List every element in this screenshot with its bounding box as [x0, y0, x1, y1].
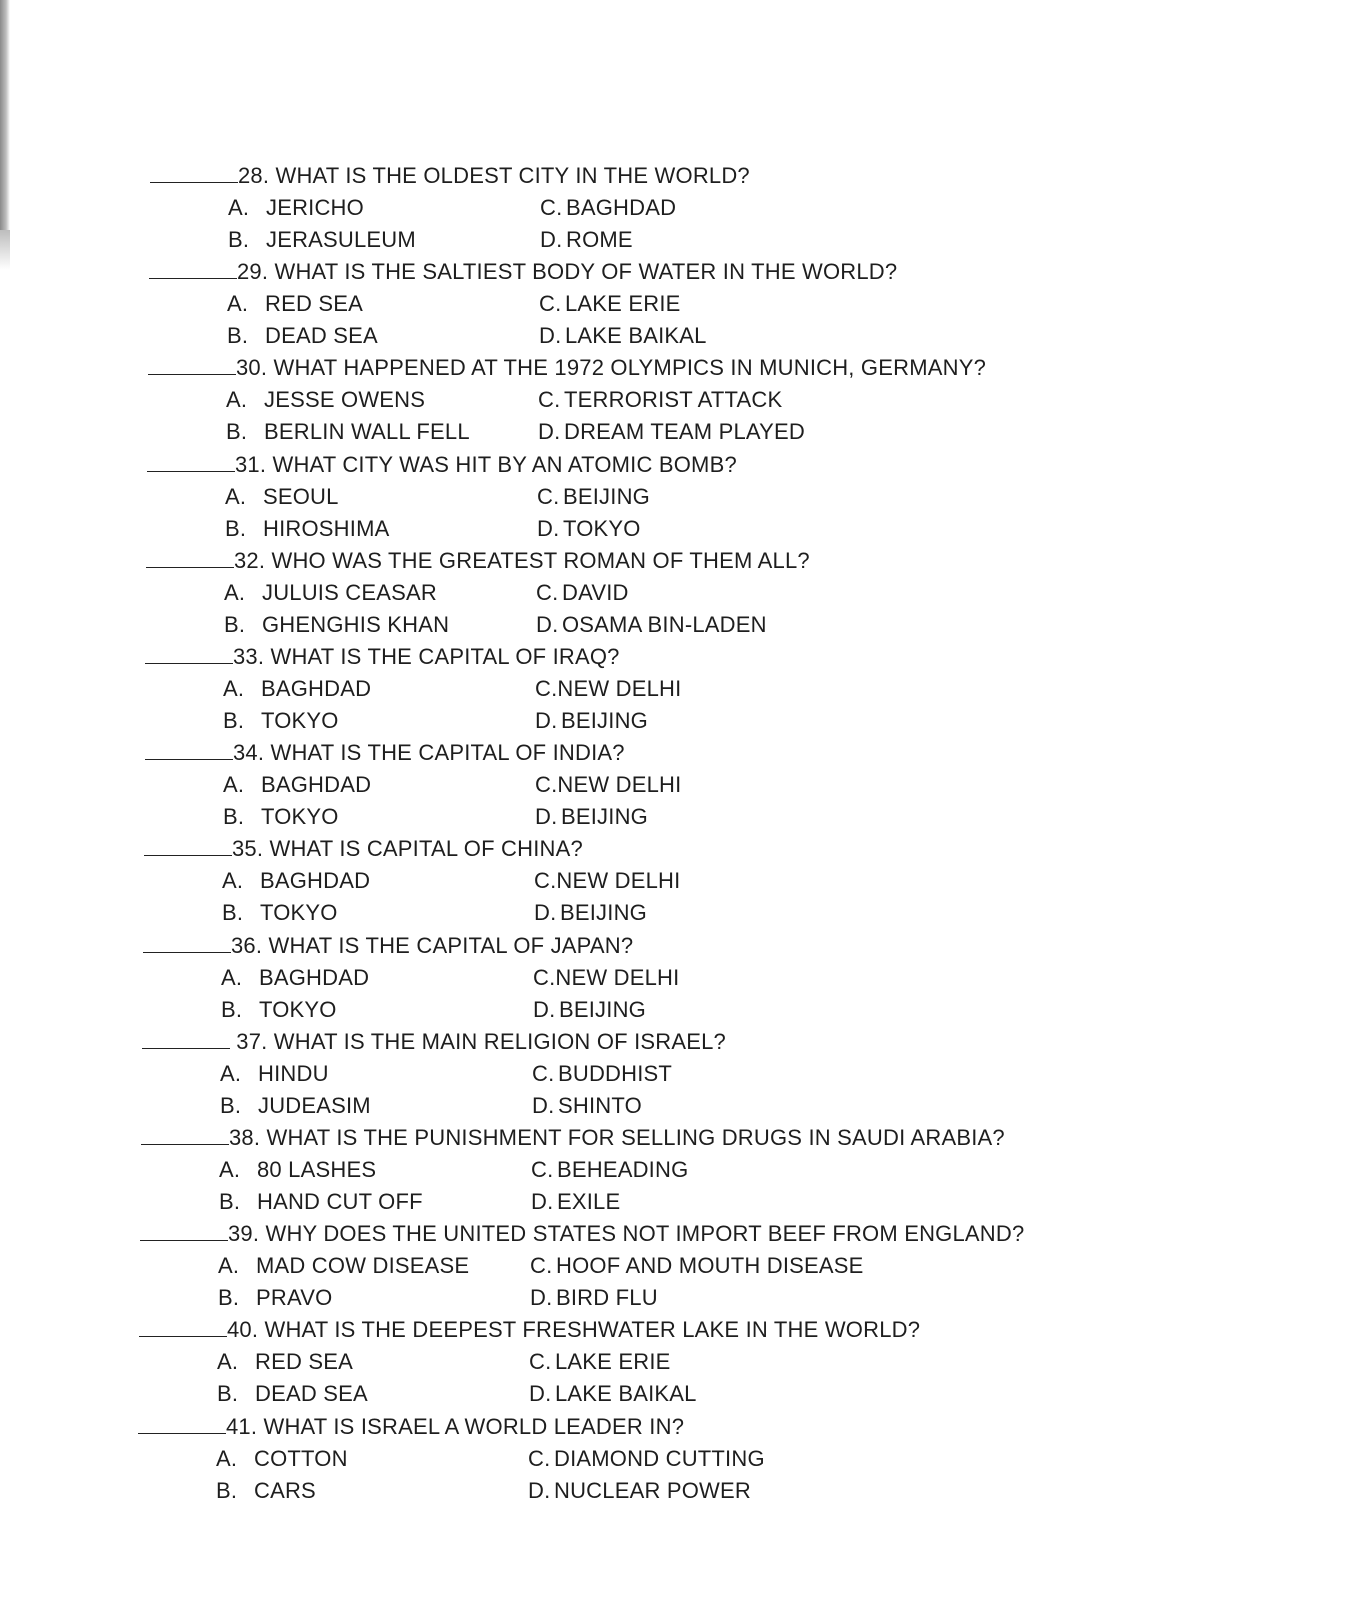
- answer-option: [224, 577, 437, 609]
- answer-option: [532, 1058, 672, 1090]
- answer-option: [226, 384, 425, 416]
- answer-option: [530, 1282, 658, 1314]
- answer-blank[interactable]: [145, 643, 233, 664]
- option-text: BAGHDAD: [260, 868, 371, 894]
- question-text: 30. WHAT HAPPENED AT THE 1972 OLYMPICS IN MUNICH, GERMANY?: [236, 355, 987, 381]
- option-text: BAGHDAD: [261, 772, 372, 798]
- question-text: 34. WHAT IS THE CAPITAL OF INDIA?: [233, 740, 625, 766]
- option-letter: D.: [533, 996, 556, 1022]
- answer-option: [218, 1282, 332, 1314]
- option-text: LAKE BAIKAL: [555, 1381, 697, 1407]
- option-letter: B.: [228, 227, 250, 252]
- answer-option: [223, 673, 371, 705]
- answer-blank[interactable]: [140, 1220, 228, 1241]
- option-letter: B.: [223, 708, 245, 733]
- answer-blank[interactable]: [138, 1413, 226, 1434]
- answer-option: [223, 705, 339, 737]
- answer-option: [529, 1346, 671, 1378]
- option-letter: D.: [534, 900, 557, 926]
- answer-option: [540, 192, 676, 224]
- option-letter: B.: [224, 611, 246, 637]
- question-text: 32. WHO WAS THE GREATEST ROMAN OF THEM ALL?: [234, 547, 810, 573]
- option-text: BEIJING: [561, 804, 648, 830]
- answer-option: [534, 865, 680, 897]
- option-text: CARS: [254, 1477, 316, 1503]
- option-text: BEIJING: [560, 900, 647, 926]
- question-text: 41. WHAT IS ISRAEL A WORLD LEADER IN?: [226, 1413, 685, 1439]
- question-item: [0, 930, 1352, 1026]
- answer-option: [221, 962, 369, 994]
- option-text: BAGHDAD: [566, 195, 677, 220]
- option-letter: B.: [219, 1189, 241, 1214]
- answer-option: [219, 1154, 376, 1186]
- answer-option: [537, 481, 650, 513]
- question-item: [0, 449, 1352, 545]
- option-letter: A.: [217, 1349, 239, 1375]
- question-line: [144, 833, 583, 865]
- option-letter: A.: [226, 387, 248, 413]
- option-text: SHINTO: [558, 1092, 642, 1118]
- question-text: 33. WHAT IS THE CAPITAL OF IRAQ?: [233, 644, 620, 669]
- question-line: [150, 160, 750, 192]
- answer-option: [533, 994, 646, 1026]
- option-text: JERASULEUM: [266, 227, 416, 252]
- option-text: RED SEA: [265, 291, 363, 317]
- option-text: DEAD SEA: [265, 323, 378, 349]
- option-text: TOKYO: [259, 996, 337, 1022]
- option-text: BERLIN WALL FELL: [264, 419, 470, 445]
- answer-option: [223, 769, 371, 801]
- option-letter: B.: [221, 996, 243, 1022]
- option-text: OSAMA BIN-LADEN: [562, 611, 767, 637]
- option-text: DREAM TEAM PLAYED: [564, 419, 805, 445]
- answer-blank[interactable]: [148, 354, 236, 375]
- answer-blank[interactable]: [146, 547, 234, 568]
- option-text: BEIJING: [563, 483, 650, 509]
- answer-blank[interactable]: [142, 1028, 230, 1049]
- option-text: HOOF AND MOUTH DISEASE: [556, 1253, 864, 1279]
- option-text: ROME: [566, 227, 633, 252]
- option-letter: D.: [528, 1477, 551, 1503]
- option-text: JUDEASIM: [258, 1092, 371, 1118]
- option-text: C.NEW DELHI: [533, 964, 680, 990]
- answer-option: [536, 609, 767, 641]
- option-text: C.NEW DELHI: [535, 772, 682, 798]
- answer-option: [217, 1346, 353, 1378]
- question-text: 40. WHAT IS THE DEEPEST FRESHWATER LAKE IN THE WORLD?: [227, 1317, 921, 1343]
- option-letter: C.: [532, 1060, 555, 1086]
- answer-option: [528, 1443, 765, 1475]
- answer-option: [222, 865, 370, 897]
- option-text: HINDU: [258, 1060, 329, 1086]
- option-text: BEIJING: [561, 708, 648, 733]
- question-line: [141, 1122, 1005, 1154]
- question-item: [0, 160, 1352, 256]
- option-text: HIROSHIMA: [263, 515, 390, 541]
- answer-option: [535, 769, 681, 801]
- option-letter: D.: [535, 804, 558, 830]
- option-text: SEOUL: [263, 483, 339, 509]
- answer-option: [532, 1090, 642, 1122]
- answer-option: [531, 1154, 688, 1186]
- question-item: [0, 545, 1352, 641]
- option-letter: B.: [223, 804, 245, 830]
- option-text: EXILE: [557, 1189, 621, 1214]
- option-text: DEAD SEA: [255, 1381, 368, 1407]
- question-item: [0, 833, 1352, 929]
- answer-option: [539, 288, 681, 320]
- question-line: [139, 1314, 920, 1346]
- option-letter: D.: [537, 515, 560, 541]
- question-line: [145, 737, 625, 769]
- option-text: BIRD FLU: [556, 1285, 658, 1311]
- answer-option: [530, 1250, 864, 1282]
- option-text: TERRORIST ATTACK: [564, 387, 783, 413]
- option-letter: D.: [535, 708, 558, 733]
- answer-option: [216, 1475, 316, 1507]
- option-text: RED SEA: [255, 1349, 353, 1375]
- answer-option: [528, 1475, 751, 1507]
- option-letter: B.: [217, 1381, 239, 1407]
- option-letter: D.: [530, 1285, 553, 1311]
- option-letter: D.: [532, 1092, 555, 1118]
- option-letter: C.: [539, 291, 562, 317]
- option-letter: D.: [536, 611, 559, 637]
- answer-option: [538, 416, 805, 448]
- option-text: BAGHDAD: [259, 964, 370, 990]
- option-text: NUCLEAR POWER: [554, 1477, 751, 1503]
- answer-option: [535, 801, 648, 833]
- option-letter: C.: [540, 195, 563, 220]
- option-letter: B.: [226, 419, 248, 445]
- option-text: BUDDHIST: [558, 1060, 673, 1086]
- option-letter: C.: [530, 1253, 553, 1279]
- option-text: TOKYO: [260, 900, 338, 926]
- question-item: [0, 256, 1352, 352]
- question-line: [148, 352, 986, 384]
- question-item: [0, 1314, 1352, 1410]
- question-item: [0, 1026, 1352, 1122]
- option-text: TOKYO: [563, 515, 641, 541]
- answer-option: [529, 1378, 697, 1410]
- answer-option: [218, 1250, 469, 1282]
- option-text: TOKYO: [261, 708, 339, 733]
- answer-option: [228, 192, 364, 224]
- answer-option: [216, 1443, 348, 1475]
- option-letter: B.: [222, 900, 244, 926]
- option-letter: A.: [223, 676, 245, 701]
- question-text: 28. WHAT IS THE OLDEST CITY IN THE WORLD?: [238, 163, 750, 188]
- option-letter: C.: [531, 1157, 554, 1182]
- question-line: [146, 545, 810, 577]
- option-letter: C.: [528, 1445, 551, 1471]
- question-item: [0, 737, 1352, 833]
- answer-option: [535, 705, 648, 737]
- option-letter: D.: [539, 323, 562, 349]
- option-text: MAD COW DISEASE: [256, 1253, 470, 1279]
- answer-option: [227, 320, 378, 352]
- option-letter: C.: [529, 1349, 552, 1375]
- option-text: JERICHO: [266, 195, 364, 220]
- option-text: DIAMOND CUTTING: [554, 1445, 765, 1471]
- question-line: [140, 1218, 1024, 1250]
- option-text: HAND CUT OFF: [257, 1189, 423, 1214]
- answer-option: [535, 673, 681, 705]
- answer-option: [220, 1090, 371, 1122]
- option-letter: A.: [224, 579, 246, 605]
- answer-option: [537, 513, 641, 545]
- question-line: [145, 641, 620, 673]
- question-line: [138, 1411, 684, 1443]
- question-text: 38. WHAT IS THE PUNISHMENT FOR SELLING DRUGS IN SAUDI ARABIA?: [229, 1125, 1005, 1150]
- answer-option: [227, 288, 363, 320]
- option-text: 80 LASHES: [257, 1157, 377, 1182]
- question-text: 36. WHAT IS THE CAPITAL OF JAPAN?: [231, 932, 634, 958]
- question-line: [149, 256, 897, 288]
- answer-option: [225, 513, 389, 545]
- answer-option: [225, 481, 339, 513]
- question-text: 37. WHAT IS THE MAIN RELIGION OF ISRAEL?: [230, 1028, 726, 1054]
- option-letter: B.: [227, 323, 249, 349]
- option-letter: C.: [536, 579, 559, 605]
- question-item: [0, 641, 1352, 737]
- option-letter: B.: [220, 1092, 242, 1118]
- answer-option: [531, 1186, 620, 1218]
- option-text: COTTON: [254, 1445, 348, 1471]
- option-letter: D.: [531, 1189, 554, 1214]
- answer-blank[interactable]: [147, 451, 235, 472]
- answer-option: [220, 1058, 329, 1090]
- option-text: TOKYO: [261, 804, 339, 830]
- answer-blank[interactable]: [149, 258, 237, 279]
- question-item: [0, 1218, 1352, 1314]
- question-item: [0, 1411, 1352, 1507]
- option-letter: B.: [218, 1285, 240, 1311]
- question-text: 29. WHAT IS THE SALTIEST BODY OF WATER IN THE WORLD?: [237, 259, 898, 285]
- option-text: BEIJING: [559, 996, 646, 1022]
- question-text: 39. WHY DOES THE UNITED STATES NOT IMPORT BEEF FROM ENGLAND?: [228, 1221, 1025, 1247]
- option-text: C.NEW DELHI: [534, 868, 681, 894]
- answer-blank[interactable]: [143, 932, 231, 953]
- option-text: GHENGHIS KHAN: [262, 611, 450, 637]
- answer-blank[interactable]: [144, 835, 232, 856]
- option-text: LAKE ERIE: [565, 291, 681, 317]
- answer-option: [224, 609, 449, 641]
- option-letter: B.: [216, 1477, 238, 1503]
- answer-option: [217, 1378, 368, 1410]
- answer-blank[interactable]: [145, 739, 233, 760]
- option-letter: A.: [219, 1157, 241, 1182]
- option-letter: C.: [538, 387, 561, 413]
- question-line: [147, 449, 737, 481]
- question-item: [0, 1122, 1352, 1218]
- answer-option: [219, 1186, 423, 1218]
- option-text: JULUIS CEASAR: [262, 579, 437, 605]
- option-letter: A.: [222, 868, 244, 894]
- answer-option: [540, 224, 633, 256]
- option-text: C.NEW DELHI: [535, 676, 682, 701]
- option-letter: C.: [537, 483, 560, 509]
- option-letter: B.: [225, 515, 247, 541]
- question-text: 35. WHAT IS CAPITAL OF CHINA?: [232, 836, 583, 862]
- option-letter: A.: [228, 195, 250, 220]
- option-letter: A.: [227, 291, 249, 317]
- option-text: LAKE ERIE: [555, 1349, 671, 1375]
- option-letter: D.: [540, 227, 563, 252]
- answer-option: [228, 224, 416, 256]
- question-item: [0, 352, 1352, 448]
- question-line: [142, 1026, 726, 1058]
- option-letter: A.: [221, 964, 243, 990]
- option-letter: D.: [529, 1381, 552, 1407]
- question-line: [143, 930, 633, 962]
- answer-option: [534, 897, 647, 929]
- answer-option: [221, 994, 337, 1026]
- answer-blank[interactable]: [150, 162, 238, 183]
- answer-option: [536, 577, 629, 609]
- answer-option: [223, 801, 339, 833]
- option-letter: A.: [225, 483, 247, 509]
- option-text: BEHEADING: [557, 1157, 689, 1182]
- option-letter: A.: [223, 772, 245, 798]
- option-letter: A.: [216, 1445, 238, 1471]
- answer-blank[interactable]: [139, 1316, 227, 1337]
- option-letter: A.: [220, 1060, 242, 1086]
- option-letter: D.: [538, 419, 561, 445]
- option-text: JESSE OWENS: [264, 387, 426, 413]
- answer-option: [539, 320, 707, 352]
- answer-option: [222, 897, 338, 929]
- option-letter: A.: [218, 1253, 240, 1279]
- option-text: BAGHDAD: [261, 676, 372, 701]
- answer-blank[interactable]: [141, 1124, 229, 1145]
- option-text: LAKE BAIKAL: [565, 323, 707, 349]
- option-text: PRAVO: [256, 1285, 333, 1311]
- question-text: 31. WHAT CITY WAS HIT BY AN ATOMIC BOMB?: [235, 451, 737, 477]
- answer-option: [538, 384, 782, 416]
- answer-option: [226, 416, 470, 448]
- option-text: DAVID: [562, 579, 629, 605]
- answer-option: [533, 962, 679, 994]
